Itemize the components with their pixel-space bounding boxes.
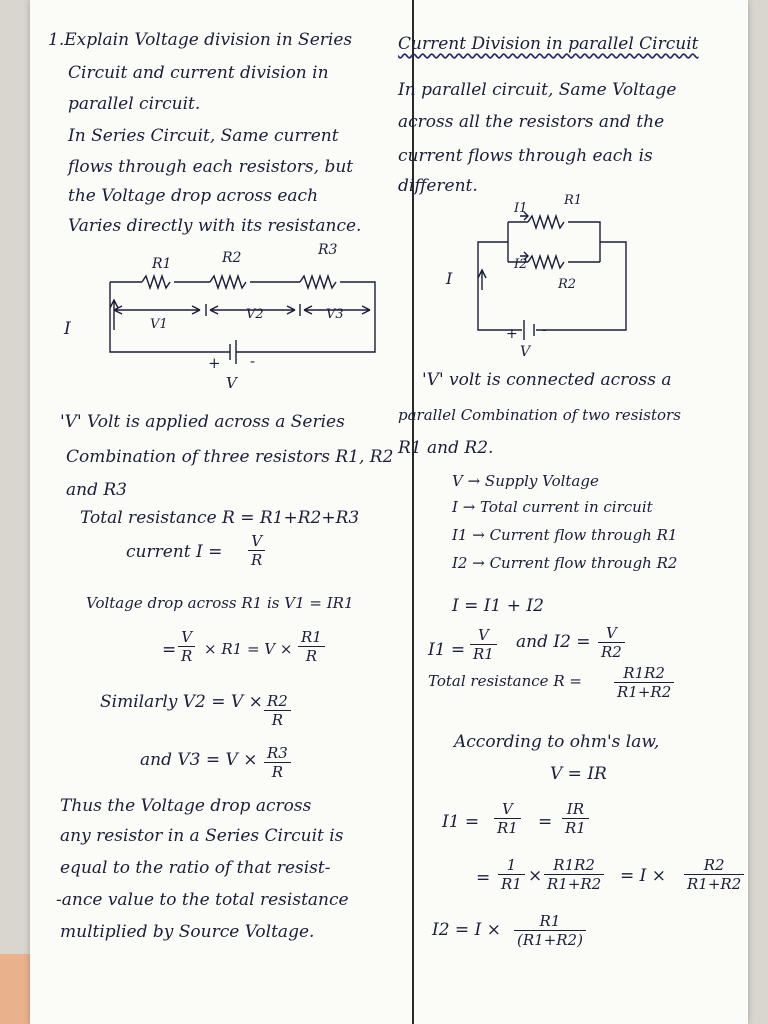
kcl-equation: I = I1 + I2 xyxy=(452,596,544,616)
i2b-fraction: $\frac{R1}{(R1+R2)}$ xyxy=(514,912,586,949)
line2-fraction-2: $\frac{R1R2}{R1+R2}$ xyxy=(544,856,604,893)
intro-line: across all the resistors and the xyxy=(398,112,665,132)
question-line: parallel circuit. xyxy=(68,94,201,114)
connected-line: parallel Combination of two resistors xyxy=(398,406,681,424)
resistor-r2 xyxy=(210,276,246,288)
battery-symbol xyxy=(230,340,236,364)
resistor-r3 xyxy=(300,276,336,288)
legend-item: I2 → Current flow through R2 xyxy=(452,554,678,572)
v2-fraction: $\frac{R2}{R}$ xyxy=(264,692,291,729)
intro-line: flows through each resistors, but xyxy=(68,157,354,177)
voltage-drop-line: Voltage drop across R1 is V1 = IR1 xyxy=(86,594,354,612)
v1-eq-prefix: = xyxy=(162,640,177,660)
i1b-lhs: I1 = xyxy=(442,812,480,832)
total-resistance-series: Total resistance R = R1+R2+R3 xyxy=(80,508,360,528)
label-source: V xyxy=(520,344,531,360)
label-plus: + xyxy=(208,354,221,372)
current-arrow xyxy=(110,300,118,330)
resistor-r2 xyxy=(528,256,564,268)
label-minus: - xyxy=(250,352,256,370)
i2b-lhs: I2 = I × xyxy=(432,920,501,940)
i1b-eq: = xyxy=(538,812,553,832)
applied-line: Combination of three resistors R1, R2 xyxy=(66,447,394,467)
legend-item: V → Supply Voltage xyxy=(452,472,599,490)
resistor-r1 xyxy=(528,216,564,228)
battery-symbol xyxy=(524,320,534,340)
page-edge-shadow xyxy=(0,954,30,1024)
applied-line: and R3 xyxy=(66,480,127,500)
label-i1: I1 xyxy=(514,201,528,216)
label-r1: R1 xyxy=(152,256,172,272)
intro-line: current flows through each is xyxy=(398,146,653,166)
line2-eq: = xyxy=(476,868,491,888)
ohms-law-line: According to ohm's law, xyxy=(454,732,660,752)
intro-line: the Voltage drop across each xyxy=(68,186,319,206)
conclusion-line: Thus the Voltage drop across xyxy=(60,796,312,816)
current-fraction: $\frac{V}{R}$ xyxy=(248,532,265,569)
section-heading: Current Division in parallel Circuit xyxy=(398,34,699,54)
current-arrow xyxy=(478,270,486,290)
i2-eq-mid: and I2 = xyxy=(516,632,591,652)
i1b-fraction-1: $\frac{V}{R1}$ xyxy=(494,800,521,837)
v1-fraction-2: $\frac{R1}{R}$ xyxy=(298,628,325,665)
intro-line: In Series Circuit, Same current xyxy=(68,126,339,146)
parallel-circuit-diagram xyxy=(388,190,748,360)
label-v1: V1 xyxy=(150,317,168,332)
intro-line: different. xyxy=(398,176,478,196)
conclusion-line: -ance value to the total resistance xyxy=(56,890,349,910)
conclusion-line: multiplied by Source Voltage. xyxy=(60,922,315,942)
label-v2: V2 xyxy=(246,307,264,322)
i1-eq-lhs: I1 = xyxy=(428,640,466,660)
connected-line: R1 and R2. xyxy=(398,438,494,458)
current-eq-lhs: current I = xyxy=(126,542,223,562)
label-r1: R1 xyxy=(564,193,583,208)
connected-line: 'V' volt is connected across a xyxy=(422,370,672,390)
applied-line: 'V' Volt is applied across a Series xyxy=(60,412,345,432)
and-v3-lhs: and V3 = V × xyxy=(140,750,258,770)
label-source: V xyxy=(226,374,237,392)
label-current: I xyxy=(64,319,71,339)
similarly-v2-lhs: Similarly V2 = V × xyxy=(100,692,263,712)
intro-line: In parallel circuit, Same Voltage xyxy=(398,80,677,100)
question-line: 1.Explain Voltage division in Series xyxy=(48,30,353,50)
total-resistance-lhs: Total resistance R = xyxy=(428,672,582,690)
i1b-fraction-2: $\frac{IR}{R1}$ xyxy=(562,800,589,837)
i1-fraction: $\frac{V}{R1}$ xyxy=(470,626,497,663)
label-minus: - xyxy=(542,322,547,338)
series-circuit-diagram xyxy=(50,240,390,390)
legend-item: I → Total current in circuit xyxy=(452,498,653,516)
line2-eq2: = I × xyxy=(620,866,667,886)
legend-item: I1 → Current flow through R1 xyxy=(452,526,678,544)
intro-line: Varies directly with its resistance. xyxy=(68,216,362,236)
notebook-page xyxy=(30,0,748,1024)
line2-fraction-3: $\frac{R2}{R1+R2}$ xyxy=(684,856,744,893)
vir-equation: V = IR xyxy=(550,764,607,784)
question-line: Circuit and current division in xyxy=(68,63,329,83)
i2-fraction: $\frac{V}{R2}$ xyxy=(598,624,625,661)
label-i2: I2 xyxy=(514,257,528,272)
v3-fraction: $\frac{R3}{R}$ xyxy=(264,744,291,781)
label-r2: R2 xyxy=(558,277,577,292)
total-resistance-fraction: $\frac{R1R2}{R1+R2}$ xyxy=(614,664,674,701)
label-current: I xyxy=(446,269,453,288)
label-r2: R2 xyxy=(222,250,242,266)
label-r3: R3 xyxy=(318,242,338,258)
line2-fraction-1: $\frac{1}{R1}$ xyxy=(498,856,525,893)
label-v3: V3 xyxy=(326,307,344,322)
label-plus: + xyxy=(506,326,518,342)
v1-eq-mid: × R1 = V × xyxy=(204,640,293,658)
conclusion-line: any resistor in a Series Circuit is xyxy=(60,826,344,846)
conclusion-line: equal to the ratio of that resist- xyxy=(60,858,331,878)
resistor-r1 xyxy=(142,276,170,288)
line2-times: × xyxy=(528,866,543,886)
v1-fraction-1: $\frac{V}{R}$ xyxy=(178,628,195,665)
